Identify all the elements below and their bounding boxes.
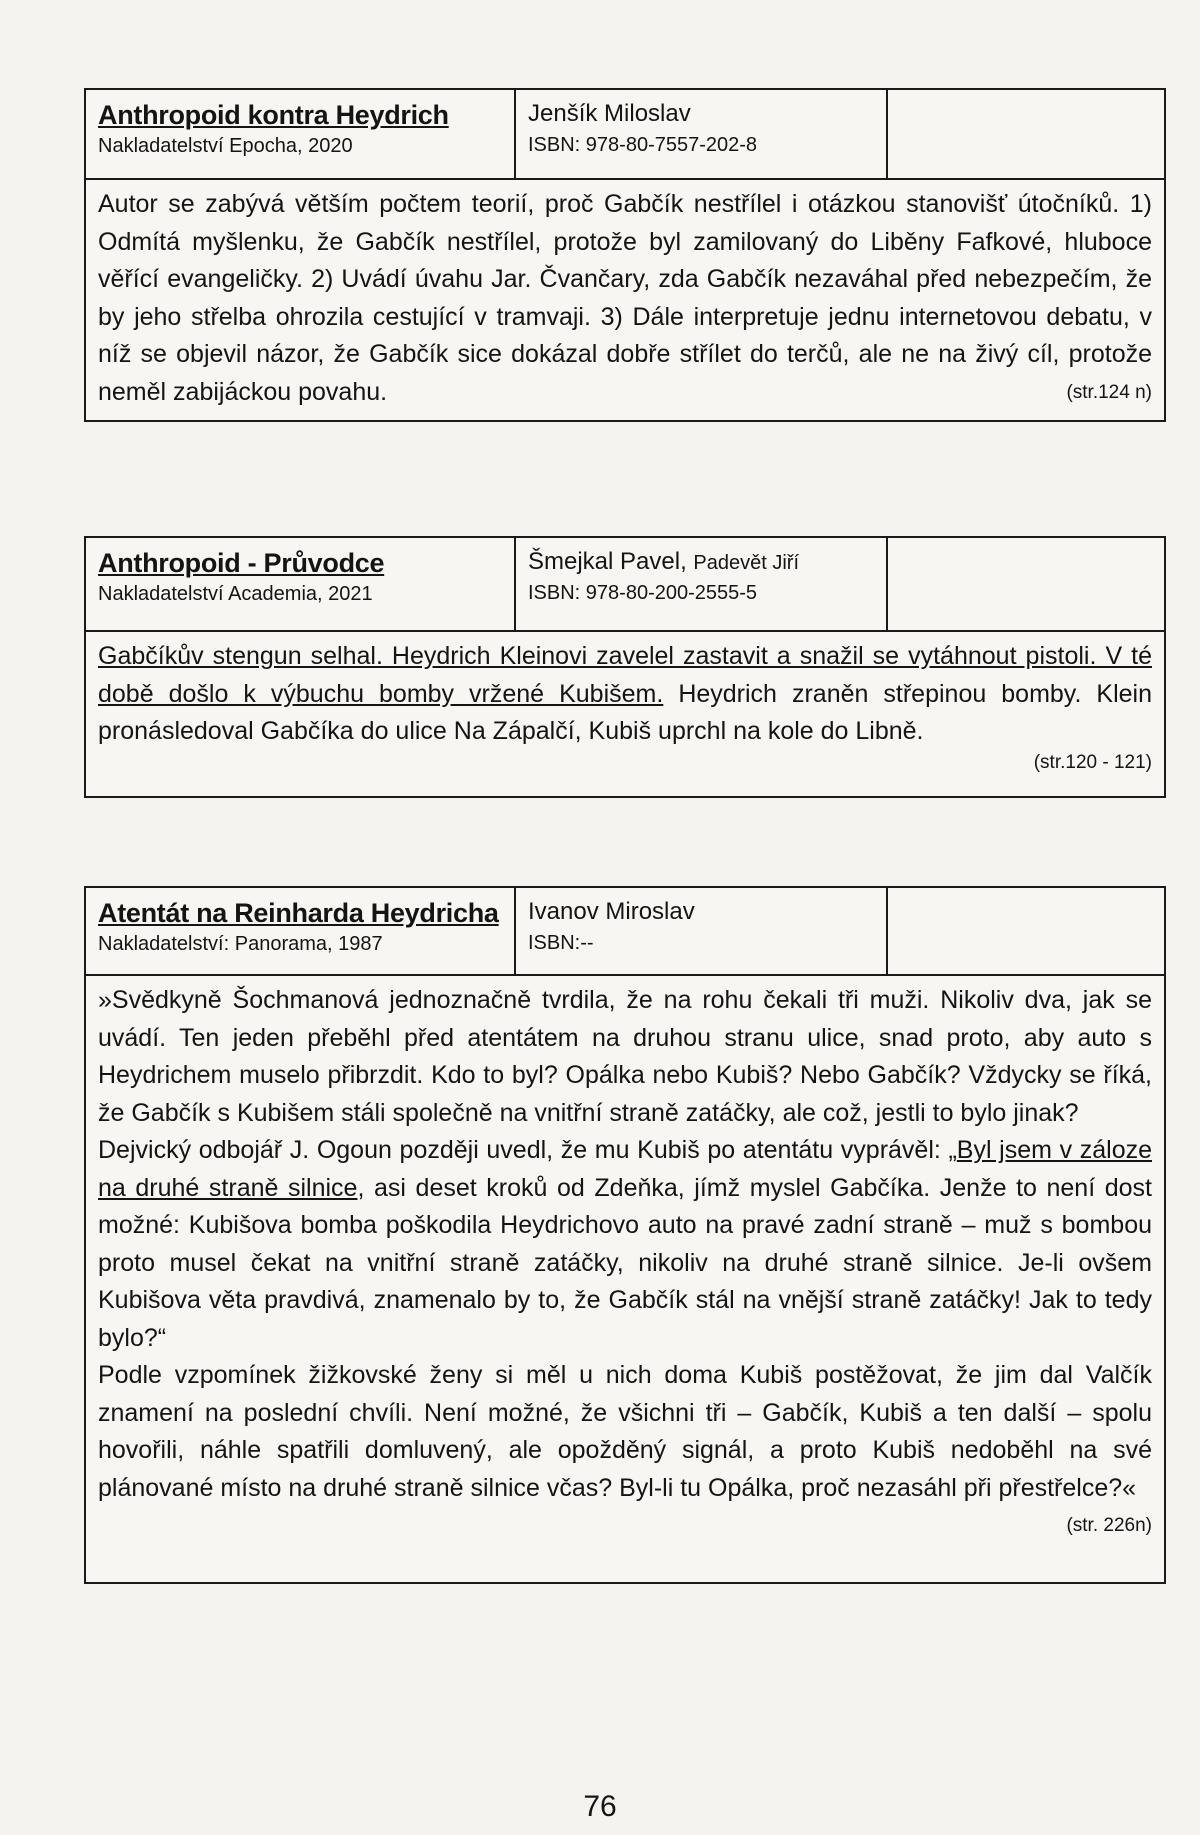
coauthor-name: Padevět Jiří xyxy=(693,552,800,574)
page-number: 76 xyxy=(583,1790,617,1823)
author-cell xyxy=(516,888,888,974)
book-isbn: ISBN: 978-80-200-2555-5 xyxy=(528,582,758,604)
book-author: Jenšík Miloslav xyxy=(528,100,691,127)
book-publisher: Nakladatelství Academia, 2021 xyxy=(98,583,373,605)
quote-paragraph xyxy=(98,1357,1152,1536)
empty-cell xyxy=(888,538,1164,630)
entry-text xyxy=(86,180,1164,419)
book-title: Anthropoid kontra Heydrich xyxy=(98,100,449,130)
book-author: Ivanov Miroslav xyxy=(528,898,695,925)
quote-paragraph: »Svědkyně Šochmanová jednoznačně tvrdila, že na rohu čekali tři muži. Nikoliv dva, jak se uvádí. Ten jeden přeběhl před atentátem na druhou stranu ulice, snad proto, aby auto s Heydrichem muselo přibrzdit. Kdo to byl? Opálka nebo Kubiš? Nebo Gabčík? Vždycky se říká, že Gabčík s Kubišem stáli společně na vnitřní straně zatáčky, ale což, jestli to bylo jinak? xyxy=(98,986,1152,1127)
quote-paragraph xyxy=(98,1132,1152,1357)
book-title: Atentát na Reinharda Heydricha xyxy=(98,898,499,928)
entry-header xyxy=(86,538,1164,632)
entry-header xyxy=(86,90,1164,180)
author-cell xyxy=(516,538,888,630)
entry-text xyxy=(86,632,1164,783)
book-title: Anthropoid - Průvodce xyxy=(98,548,385,578)
underlined-text: Gabčíkův stengun selhal. Heydrich Kleinovi zavelel zastavit a snažil se vytáhnout pistoli. V té době došlo k výbuchu bomby vržené Kubišem. xyxy=(98,642,1152,708)
book-author xyxy=(528,548,874,576)
underlined-text: Byl jsem v záloze na druhé straně silnice xyxy=(98,1136,1152,1202)
text-run: Podle vzpomínek žižkovské ženy si měl u nich doma Kubiš postěžovat, že jim dal Valčík znamení na poslední chvíli. Není možné, že všichni tři – Gabčík, Kubiš a ten další – spolu hovořili, náhle spatřili domluvený, ale opožděný signál, a proto Kubiš nedoběhl na své plánované místo na druhé straně silnice včas? Byl-li tu Opálka, proč nezasáhl při přestřelce?« xyxy=(98,1361,1152,1502)
entry-text xyxy=(86,976,1164,1536)
empty-cell xyxy=(888,90,1164,178)
book-publisher: Nakladatelství: Panorama, 1987 xyxy=(98,933,383,955)
author-name: Šmejkal Pavel, xyxy=(528,548,687,575)
entry-header xyxy=(86,888,1164,976)
summary-text: Heydrich zraněn střepinou bomby. Klein pronásledoval Gabčíka do ulice Na Zápalčí, Kubiš uprchl na kole do Libně. xyxy=(98,679,1152,745)
title-cell xyxy=(86,90,516,178)
title-cell xyxy=(86,538,516,630)
book-entry xyxy=(84,88,1166,422)
book-isbn: ISBN:-- xyxy=(528,932,594,954)
page-reference: (str. 226n) xyxy=(1066,1515,1152,1536)
book-isbn: ISBN: 978-80-7557-202-8 xyxy=(528,134,758,156)
author-cell xyxy=(516,90,888,178)
title-cell xyxy=(86,888,516,974)
text-run: Dejvický odbojář J. Ogoun později uvedl, že mu Kubiš po atentátu vyprávěl: „ xyxy=(98,1136,957,1164)
book-entry xyxy=(84,536,1166,798)
text-run: , asi deset kroků od Zdeňka, jímž myslel Gabčíka. Jenže to není dost možné: Kubišova bomba poškodila Heydrichovo auto na pravé zadní straně – muž s bombou proto musel čekat na vnitřní straně zatáčky, nikoliv na druhé straně silnice. Je-li ovšem Kubišova věta pravdivá, znamenalo by to, že Gabčík stál na vnější straně zatáčky! Jak to tedy bylo?“ xyxy=(98,1173,1152,1352)
book-publisher: Nakladatelství Epocha, 2020 xyxy=(98,135,353,157)
page-reference: (str.120 - 121) xyxy=(1033,751,1152,773)
book-entry xyxy=(84,886,1166,1584)
empty-cell xyxy=(888,888,1164,974)
summary-text: Autor se zabývá větším počtem teorií, proč Gabčík nestřílel i otázkou stanovišť útočníků. 1) Odmítá myšlenku, že Gabčík nestřílel, protože byl zamilovaný do Liběny Fafkové, hluboce věřící evangeličky. 2) Uvádí úvahu Jar. Čvančary, zda Gabčík nezaváhal před nebezpečím, že by jeho střelba ohrozila cestující v tramvaji. 3) Dále interpretuje jednu internetovou debatu, v níž se objevil názor, že Gabčík sice dokázal dobře střílet do terčů, ale ne na živý cíl, protože neměl zabijáckou povahu. xyxy=(98,190,1152,406)
page-reference: (str.124 n) xyxy=(1066,381,1152,403)
